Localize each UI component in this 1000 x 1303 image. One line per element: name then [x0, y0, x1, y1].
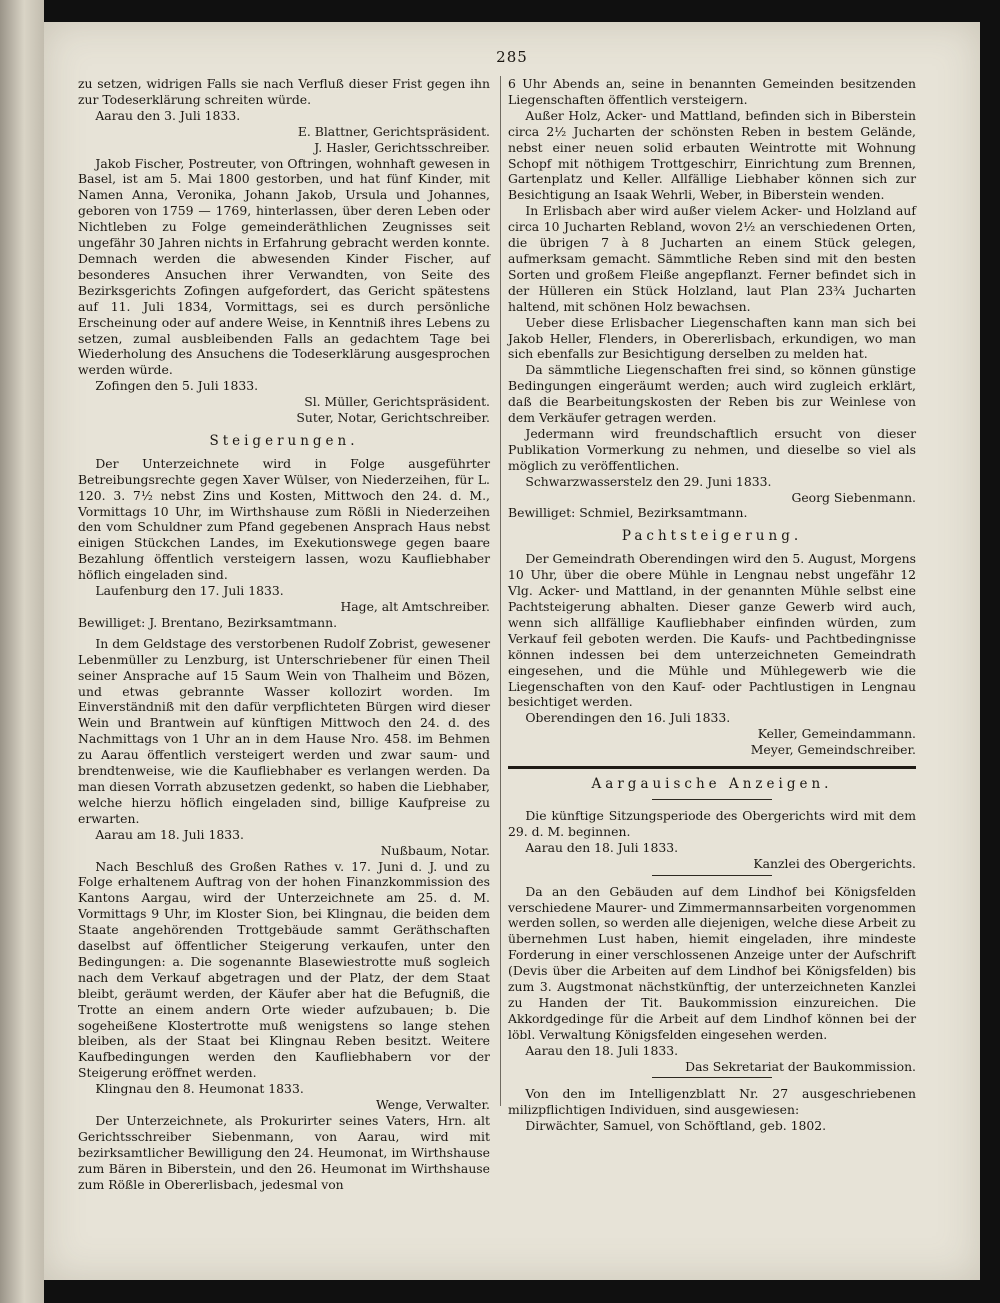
heading-pachtsteigerung: Pachtsteigerung.: [621, 528, 803, 545]
siebenmann-signature: Georg Siebenmann.: [791, 489, 916, 505]
zobrist-signature: Nußbaum, Notar.: [380, 842, 490, 858]
column-separator: [500, 76, 501, 1106]
oberendingen-signature-2: Meyer, Gemeindschreiber.: [750, 742, 916, 758]
wueller-notice-text: Der Unterzeichnete wird in Folge ausgeführter Betreibungsrechte gegen Xaver Wülser, von Niederzeihen, für L. 120. 3. 7½ nebst Zins und Kosten, Mittwoch den 24. d. M., Vormittags 10 Uhr, im Wirthshause zum Rößli in Niederzeihen den vom Schuldner zum Pfand gegebenen Ansprach Haus nebst einigen Stückchen Landes, im Exekutionswege gegen baare Bezahlung öffentlich versteigern lassen, wozu Kaufliebhaber höflich eingeladen sind.: [78, 455, 490, 583]
lindhof-notice-text: Da an den Gebäuden auf dem Lindhof bei Königsfelden verschiedene Maurer- und Zimmermannsarbeiten vorgenommen werden sollen, so werden alle diejenigen, welche diese Arbeit zu übernehmen Lust haben, hiemit eingeladen, ihre mindeste Forderung in einer verschlossenen Anzeige unter der Aufschrift (Devis über die Arbeiten auf dem Lindhof bei Königsfelden) bis zum 3. Augstmonat nächstkünftig, der unterzeichneten Kanzlei zu Handen der Tit. Baukommission einzureichen. Die Akkordgedinge für die Arbeit auf dem Lindhof können bei der löbl. Verwaltung Königsfelden eingesehen werden.: [508, 883, 916, 1042]
book-gutter: [0, 0, 44, 1303]
wueller-approval: Bewilliget: J. Brentano, Bezirksamtmann.: [78, 614, 338, 630]
wueller-signature: Hage, alt Amtschreiber.: [340, 599, 490, 614]
fischer-notice-date: Zofingen den 5. Juli 1833.: [95, 378, 259, 394]
sion-notice-date: Klingnau den 8. Heumonat 1833.: [95, 1081, 304, 1097]
obergericht-signature: Kanzlei des Obergerichts.: [753, 855, 916, 871]
section-rule: [508, 766, 916, 769]
heading-steigerungen: Steigerungen.: [209, 432, 359, 449]
left-column: [78, 76, 490, 1193]
blattner-signature-2: J. Hasler, Gerichtsschreiber.: [314, 139, 490, 155]
page-number: 285: [496, 48, 528, 66]
fischer-signature-2: Suter, Notar, Gerichtschreiber.: [296, 410, 490, 426]
heading-aargauische-anzeigen: Aargauische Anzeigen.: [591, 776, 833, 793]
lindhof-notice-date: Aarau den 18. Juli 1833.: [525, 1042, 679, 1058]
heller-paragraph: Ueber diese Erlisbacher Liegenschaften kann man sich bei Jakob Heller, Flenders, in Obererlisbach, erkundigen, wo man sich ebenfalls zur Besichtigung derselben zu melden hat.: [508, 314, 916, 362]
siebenmann-approval: Bewilliget: Schmiel, Bezirksamtmann.: [508, 505, 748, 521]
zobrist-notice-date: Aarau am 18. Juli 1833.: [95, 826, 244, 842]
blattner-notice-date: Aarau den 3. Juli 1833.: [95, 107, 241, 123]
obergericht-notice-text: Die künftige Sitzungsperiode des Obergerichts wird mit dem 29. d. M. beginnen.: [508, 807, 916, 839]
siebenmann-date: Schwarzwasserstelz den 29. Juni 1833.: [525, 473, 772, 489]
blattner-notice-text: zu setzen, widrigen Falls sie nach Verfluß dieser Frist gegen ihn zur Todeserklärung schreiten würde.: [78, 76, 490, 107]
right-column: [508, 76, 916, 1134]
sion-signature: Wenge, Verwalter.: [375, 1097, 490, 1113]
sion-notice-text: Nach Beschluß des Großen Rathes v. 17. Juni d. J. und zu Folge erhaltenem Auftrag von der hohen Finanzkommission des Kantons Aargau, wird der Unterzeichnete am 25. d. M. Vormittags 9 Uhr, im Kloster Sion, bei Klingnau, die beiden dem Staate angehörenden Trottgebäude sammt Geräthschaften daselbst auf öffentlicher Steigerung verkaufen, unter den Bedingungen: a. Die sogenannte Blasewiestrotte muß sogleich nach dem Verkauf abgetragen und der Platz, der dem Staat bleibt, geräumt werden, der Käufer aber hat die Befugniß, die Trotte an einem andern Orte wieder aufzubauen; b. Die sogeheißene Klostertrotte muß wenigstens so lange stehen bleiben, als der Staat bei Klingnau Reben besitzt. Weitere Kaufbedingungen werden den Kaufliebhabern vor der Steigerung eröffnet werden.: [78, 858, 490, 1081]
lindhof-signature: Das Sekretariat der Baukommission.: [685, 1058, 916, 1074]
fischer-signature-1: Sl. Müller, Gerichtspräsident.: [304, 394, 490, 410]
siebenmann-notice-start: Der Unterzeichnete, als Prokurirter seines Vaters, Hrn. alt Gerichtsschreiber Siebenmann, von Aarau, wird mit bezirksamtlicher Bewilligung den 24. Heumonat, im Wirthshause zum Bären in Biberstein, und den 26. Heumonat im Wirthshause zum Rößle in Obererlisbach, jedesmal von: [78, 1113, 490, 1192]
erlisbach-paragraph: In Erlisbach aber wird außer vielem Acker- und Holzland auf circa 10 Jucharten Rebland, wovon 2½ an verschiedenen Orten, die übrigen 7 à 8 Jucharten an einem Stück gelegen, aufmerksam gemacht. Sämmtliche Reben sind mit den besten Sorten und großem Fleiße angepflanzt. Ferner befindet sich in der Hülleren ein Stück Holzland, laut Plan 23¾ Jucharten haltend, mit schönen Holz bewachsen.: [508, 203, 916, 314]
newspaper-page: [44, 22, 980, 1280]
notice-divider: [652, 875, 772, 876]
heading-underline: [652, 799, 772, 800]
blattner-signature-1: E. Blattner, Gerichtspräsident.: [297, 123, 490, 139]
zobrist-notice-text: In dem Geldstage des verstorbenen Rudolf Zobrist, gewesener Lebenmüller zu Lenzburg, ist Unterschriebener für einen Theil seiner Ansprache auf 15 Saum Wein von Thalheim und Bözen, und etwas gebrannte Wasser kollozirt worden. Im Einverständniß mit den dafür verpflichteten Bürgen wird dieser Wein und Brantwein auf künftigen Mittwoch den 24. d. des Nachmittags von 1 Uhr an in dem Hause Nro. 458. im Behmen zu Aarau öffentlich versteigert werden und zwar saum- und brendtenweise, wie die Kaufliebhaber es verlangen werden. Da man diesen Vorrath abzusetzen gedenkt, so haben die Liebhaber, welche hierzu höflich eingeladen sind, billige Kaufpreise zu erwarten.: [78, 635, 490, 826]
publication-paragraph: Jedermann wird freundschaftlich ersucht von dieser Publikation Vormerkung zu nehmen, und dieselbe so viel als möglich zu veröffentlichen.: [508, 425, 916, 473]
siebenmann-continuation: 6 Uhr Abends an, seine in benannten Gemeinden besitzenden Liegenschaften öffentlich versteigern.: [508, 76, 916, 107]
fischer-notice-text: Jakob Fischer, Postreuter, von Oftringen, wohnhaft gewesen in Basel, ist am 5. Mai 1800 gestorben, und hat fünf Kinder, mit Namen Anna, Veronika, Johann Jakob, Ursula und Johannes, geboren von 1759 — 1769, hinterlassen, über deren Leben oder Nichtleben zu Folge gemeinderäthlichen Zeugnisses seit ungefähr 30 Jahren nichts in Erfahrung gebracht werden konnte. Demnach werden die abwesenden Kinder Fischer, auf besonderes Ansuchen ihrer Verwandten, von Seite des Bezirksgerichts Zofingen aufgefordert, das Gericht spätestens auf 11. Juli 1834, Vormittags, sei es durch persönliche Erscheinung oder auf andere Weise, in Kenntniß ihres Lebens zu setzen, zumal ausbleibenden Falls an gedachtem Tage bei Wiederholung des Ansuchens die Todeserklärung ausgesprochen werden würde.: [78, 155, 490, 378]
oberendingen-notice-date: Oberendingen den 16. Juli 1833.: [525, 710, 731, 726]
oberendingen-notice-text: Der Gemeindrath Oberendingen wird den 5. August, Morgens 10 Uhr, über die obere Mühle in Lengnau nebst ungefähr 12 Vlg. Acker- und Mattland, in der genannten Mühle selbst eine Pachtsteigerung abhalten. Dieser ganze Gewerb wird auch, wenn sich allfällige Kaufliebhaber einfinden würden, zum Verkauf feil geboten werden. Die Kaufs- und Pachtbedingnisse können indessen bei dem unterzeichneten Gemeindrath eingesehen, und die Mühle und Mühlegewerb wie die Liegenschaften von den Kauf- oder Pachtlustigen in Lengnau besichtiget werden.: [508, 551, 916, 710]
militia-notice-text: Von den im Intelligenzblatt Nr. 27 ausgeschriebenen milizpflichtigen Individuen, sind ausgewiesen:: [508, 1086, 916, 1118]
oberendingen-signature-1: Keller, Gemeindammann.: [757, 726, 916, 742]
biberstein-paragraph: Außer Holz, Acker- und Mattland, befinden sich in Biberstein circa 2½ Jucharten der schönsten Reben in bestem Gelände, nebst einer neuen solid erbauten Weintrotte mit Wohnung Schopf mit nöthigem Trottgeschirr, Einrichtung zum Brennen, Gartenplatz und Keller. Allfällige Liebhaber können sich zur Besichtigung an Isaak Wehrli, Weber, in Biberstein wenden.: [508, 107, 916, 203]
militia-notice-entry: Dirwächter, Samuel, von Schöftland, geb. 1802.: [525, 1118, 827, 1134]
notice-divider-2: [652, 1077, 772, 1078]
wueller-notice-date: Laufenburg den 17. Juli 1833.: [95, 583, 284, 599]
obergericht-notice-date: Aarau den 18. Juli 1833.: [525, 839, 679, 855]
conditions-paragraph: Da sämmtliche Liegenschaften frei sind, so können günstige Bedingungen eingeräumt werden; auch wird zugleich erklärt, daß die Bearbeitungskosten der Reben bis zur Weinlese von dem Verkäufer getragen werden.: [508, 362, 916, 426]
